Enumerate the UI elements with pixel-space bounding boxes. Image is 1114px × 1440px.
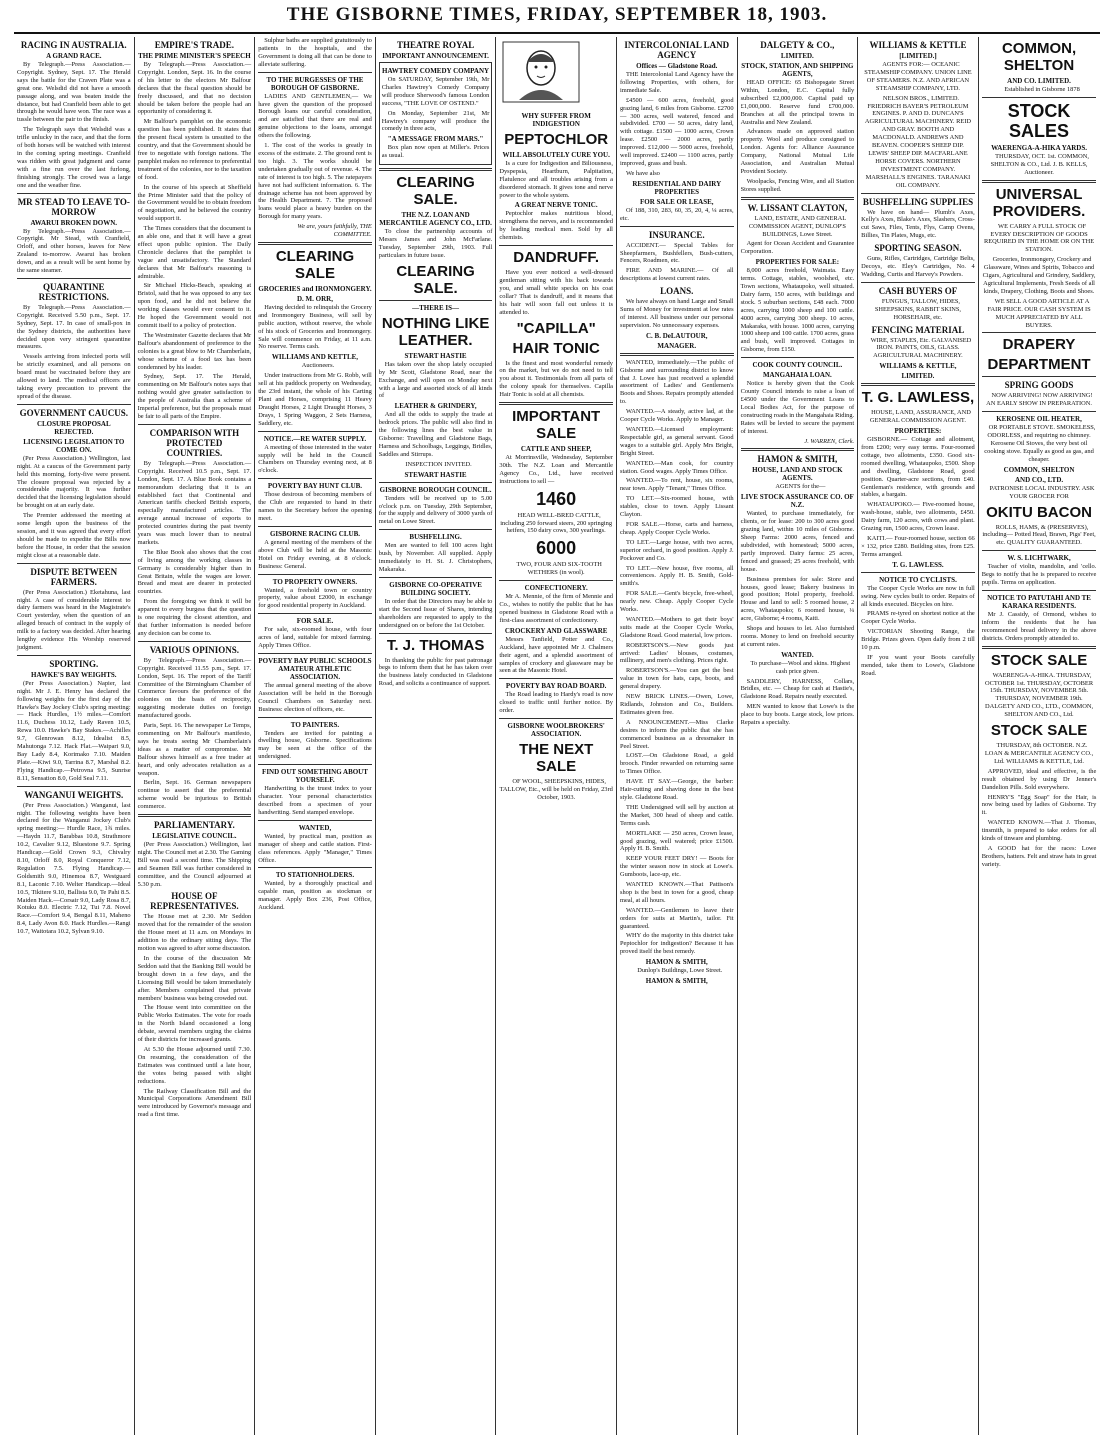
ad-clearing-sale-heading: CLEARING SALE: [275, 247, 355, 282]
subhead-hawkes-bay: HAWKE'S BAY WEIGHTS.: [31, 670, 117, 679]
ad-next-sale: THE NEXT SALE: [519, 741, 594, 776]
ad-nerve-tonic: A GREAT NERVE TONIC.: [514, 201, 598, 210]
ad-crockery: CROCKERY AND GLASSWARE: [504, 626, 608, 635]
headline-racing: RACING IN AUSTRALIA.: [20, 40, 127, 50]
letter-burgesses-body: LADIES AND GENTLEMEN,— We have given the question of the proposed Borough loans our careful consideration, and are satisfied that there are real and genuine objections to the loans, amongst others the following.: [258, 92, 372, 140]
article-empire-body: By Telegraph.—Press Association.—Copyright. London, Sept. 16. In the course of his letter to the electors Mr Balfour declares that the fiscal question should be freely discussed, and that no decision should be taken before the people had an opportunity of considering it.: [137, 61, 252, 116]
headline-various-opinions: VARIOUS OPINIONS.: [149, 644, 240, 655]
headline-government-caucus: GOVERNMENT CAUCUS.: [19, 407, 128, 418]
ad-groceries-sub: GROCERIES and IRONMONGERY.: [258, 284, 372, 293]
ad-intercolonial: INTERCOLONIAL LAND AGENCY: [624, 40, 730, 60]
heading-burgesses: TO THE BURGESSES OF THE BOROUGH OF GISBORNE.: [266, 75, 364, 92]
ad-dalgety: DALGETY & CO.,: [760, 40, 835, 50]
subhead-legislative-council: LEGISLATIVE COUNCIL.: [152, 832, 237, 841]
ad-stock-sales: STOCK SALES: [1007, 100, 1071, 141]
ad-leather-grindery: LEATHER & GRINDERY,: [394, 402, 477, 411]
notice-property-owners: TO PROPERTY OWNERS.: [272, 577, 358, 586]
ad-insurance: INSURANCE.: [648, 229, 705, 240]
ad-wk-2-limited: LIMITED.: [901, 372, 935, 381]
notice-building-society: GISBORNE CO-OPERATIVE BUILDING SOCIETY.: [389, 580, 482, 597]
column-1: RACING IN AUSTRALIA. A GRAND RACE. By Telegraph.—Press Association.—Copyright. Sydney, Sept. 17. The Herald says the battle for the Craven Plate was a great one. Welsdid did not have a smooth passage along, and was beaten inside the distance, but had Cranfield been able to get through he would have won. The race was a tussle between the pair to the finish. The Telegraph says that Welsdid was a trifle unlucky in the race, and that the form of both horses will be watched with interest in the coming spring meetings. Cranfield was ridden with great judgment and came with a fine run over the last furlong, finishing strongly. The crowd was a large one and the weather fine. MR STEAD TO LEAVE TO-MORROW AWARUI BROKEN DOWN. By Telegraph.—Press Association.—Copyright. Mr Stead, with Cranfield, Orloff, and other horses, leaves for New Zealand to-morrow. Awarui has broken down, and as a result will be sent home by the same steamer. QUARANTINE RESTRICTIONS. By Telegraph.—Press Association.—Copyright. Received 5.50 p.m., Sept. 17. Sydney, Sept. 17. In case of small-pox in the Sydney districts, the authorities have decided upon very stringent quarantine measures. Vessels arriving from infected ports will be strictly examined, and all persons on board must be vaccinated before they are allowed to land. The medical officers are taking every precaution to prevent the spread of the disease. GOVERNMENT CAUCUS. CLOSURE PROPOSAL REJECTED. LICENSING LEGISLATION TO COME ON. (Per Press Association.) Wellington, last night. At a caucus of the Government party held this morning, forty-five were present. The closure proposal was rejected by a considerable majority. It was further decided that the licensing legislation should be brought on at an early date. The Premier addressed the meeting at some length upon the business of the session, and it was agreed that every effort should be made to expedite the Bills now before the House, in order that the session might close at a reasonable date. DISPUTE BETWEEN FARMERS. (Per Press Association.) Eketahuna, last night. A case of considerable interest to dairy farmers was heard in the Magistrate's Court yesterday, when the question of an alleged breach of contract in the supply of milk to a factory was decided. After hearing lengthy evidence His Worship reserved judgment. SPORTING. HAWKE'S BAY WEIGHTS. (Per Press Association.) Napier, last night. Mr J. E. Henry has declared the following weights for the first day of the Hawke's Bay Jockey Club's spring meeting:— Hack Hurdles, 1½ miles.—Comfort 11.6, Duchess 10.12, Lady Raven 10.5, Rewa 10.0. Hawke's Bay Stakes.—Achilles 9.7, Glenrowan 8.12, Idealist 8.5, Mahutonga 7.12. Hack Flat.—Waipari 9.0, Bay Lady 8.4, Korimako 7.10. Maiden Plate.—Kiwi 9.0, Tarrina 8.7, Marshal 8.2. Flying Handicap.—Petrovna 9.5, Sunrise 8.11, Sensation 8.0, Gold Seal 7.11. WANGANUI WEIGHTS. (Per Press Association.) Wanganui, last night. The following weights have been declared for the Wanganui Jockey Club's spring meeting:— Hurdle Race, 1¾ miles.—Haydn 11.7, Barabbas 10.8, Strathmore 10.2, Cavalier 9.12, Bluestone 9.7. Spring Handicap.—Gold Crown 9.3, Chivalry 8.10, Orloff 8.0, Royal Conqueror 7.12, Regulation 7.5. Flying Handicap.—Goldsmith 9.0, Hinemoa 8.7, Westguard 8.1, Laconic 7.10. Welter Handicap.—Ideal 10.5, Tikitere 9.10, Ballista 9.0, Te Pahi 8.5. Maiden Hack.—Corsair 9.0, Lady Rosa 8.7, Kotuku 8.0. Electric 7.12, Tui 7.8. Novel Race.—Comfort 9.4, Bengal 8.11, Maheno 8.4, Lady Avon 8.0. Hack Hurdles.—Rangi 10.7, Waitotara 10.2, Sylvan 9.10.: [14, 37, 135, 1435]
ad-okitu-bacon: OKITU BACON: [986, 503, 1092, 521]
ad-dalgety-limited: LIMITED.: [780, 52, 814, 60]
ad-stock-sale-2: STOCK SALE: [990, 722, 1088, 740]
ad-capilla: "CAPILLA": [516, 319, 596, 337]
headline-wanganui: WANGANUI WEIGHTS.: [24, 789, 124, 800]
ad-hawtrey-body: On SATURDAY, September 19th, Mr Charles Hawtrey's Comedy Company will produce Sherwood's famous London success, "THE LOVE OF OSTEND.": [381, 76, 490, 107]
ad-bushfelling: BUSHFELLING.: [409, 533, 462, 542]
column-9: COMMON, SHELTON AND CO. LIMITED. Established in Gisborne 1878 STOCK SALES WAERENGA-A-HIKA YARDS. THURSDAY, OCT. 1st. COMMON, SHELTON & CO., Ltd. J. B. KELLS, Auctioneer. UNIVERSAL PROVIDERS. WE CARRY A FULL STOCK OF EVERY DESCRIPTION OF GOODS REQUIRED IN THE HOME OR ON THE STATION. Groceries, Ironmongery, Crockery and Glassware, Wines and Spirits, Tobacco and Cigars, Agricultural and Grindery, Saddlery, Agricultural Implements, Fresh Seeds of all kinds, Drapery, Clothing, Boots and Shoes. WE SELL A GOOD ARTICLE AT A FAIR PRICE. OUR CASH SYSTEM IS MUCH APPRECIATED BY ALL BUYERS. DRAPERY DEPARTMENT SPRING GOODS NOW ARRIVING! NOW ARRIVING! AN EARLY SHOW IN PREPARATION. KEROSENE OIL HEATER, OR PORTABLE STOVE. SMOKELESS, ODORLESS, and requiring no chimney. Kerosene Oil Stoves, the very best oil cooking stove. Equally as good as gas, and cheaper. COMMON, SHELTON AND CO., LTD. PATRONISE LOCAL INDUSTRY. ASK YOUR GROCER FOR OKITU BACON ROLLS, HAMS, & (PRESERVES), including— Potted Head, Brawn, Pigs' Feet, etc. QUALITY GUARANTEED. W. S. LICHTWARK, Teacher of violin, mandolin, and 'cello. Begs to notify that he is prepared to receive pupils. Terms on application. NOTICE TO PATUTAHI AND TE KARAKA RESIDENTS. Mr J. Cassidy, of Ormond, wishes to inform the residents that he has recommenced bread delivery in the above districts. Orders promptly attended to. STOCK SALE WAERENGA-A-HIKA. THURSDAY, OCTOBER 1st. THURSDAY, OCTOBER 15th. THURSDAY, NOVEMBER 5th. THURSDAY, NOVEMBER 19th. DALGETY AND CO., LTD., COMMON, SHELTON AND CO., Ltd. STOCK SALE THURSDAY, 8th OCTOBER. N.Z. LOAN & MERCANTILE AGENCY CO., Ltd. WILLIAMS & KETTLE, Ltd. APPROVED, ideal and effective, is the result obtained by using Dr Jenner's Dandelion Pills. Sold everywhere. HENRY'S "Egg Soap" for the Hair, is now being used by ladies of Gisborne. Try it. WANTED KNOWN.—That J. Thomas, tinsmith, is prepared to take orders for all kinds of tinware and plumbing. A GOOD hat for the races: Lowe Brothers, hatters. Felt and straw hats in great variety.: [981, 40, 1097, 868]
ad-dalgety-stock: STOCK, STATION, AND SHIPPING AGENTS,: [741, 62, 854, 78]
ad-hawtrey-company: HAWTREY COMEDY COMPANY: [382, 67, 490, 75]
ad-hair-tonic: HAIR TONIC: [512, 339, 600, 357]
ad-properties-for-sale: PROPERTIES FOR SALE:: [755, 258, 840, 267]
ad-wanted-col3: WANTED,: [298, 823, 332, 832]
masthead: THE GISBORNE TIMES, FRIDAY, SEPTEMBER 18, 1903.: [286, 4, 828, 25]
headline-sporting: SPORTING.: [49, 658, 99, 669]
notice-cook-county: COOK COUNTY COUNCIL.: [752, 361, 843, 370]
ad-stewart-hastie: STEWART HASTIE: [404, 351, 467, 360]
column-7: DALGETY & CO., LIMITED. STOCK, STATION, AND SHIPPING AGENTS, HEAD OFFICE: 65 Bishopsgate Street Within, London, E.C. Capital fully subscribed £2,000,000. Capital paid up £1,000,000. Reserve fund £700,000. Branches at all the principal towns in Australia and New Zealand. Advances made on approved station property. Wool and produce consigned to London. Agents for: Alliance Assurance Company, National Mutual Life Association, and Australian Mutual Provident Society. Woolpacks, Fencing Wire, and all Station Stores supplied. W. LISSANT CLAYTON, LAND, ESTATE, AND GENERAL COMMISSION AGENT, DUNLOP'S BUILDINGS, Lowe Street. Agent for Ocean Accident and Guarantee Corporation. PROPERTIES FOR SALE: 8,000 acres freehold, Waimata. Easy terms. Cottage, stables, woolshed, etc. Town sections, Whataupoko, well situated. Dairy farm, 150 acres, with buildings and stock. 5 suburban sections, £48 each. 7000 acres, carrying 1000 sheep and 100 cattle. 4000 acres, carrying 300 sheep. 10 acres, Makaraka, with house. 1000 acres, carrying 1000 sheep and 100 cattle. 1700 acres, grass and bush, well improved. Cottages in Gisborne, from £150. COOK COUNTY COUNCIL. MANGAHAIA LOAN. Notice is hereby given that the Cook County Council intends to raise a loan of £4500 under the Government Loans to Local Bodies Act, for the purpose of constructing roads in the Mangahaia Riding. Rates will be levied to secure the payment of interest. J. WARREN, Clerk. HAMON & SMITH, HOUSE, LAND AND STOCK AGENTS. AGENTS for the— LIVE STOCK ASSURANCE CO. OF N.Z. Wanted, to purchase immediately, for clients, or for lease: 200 to 300 acres good grazing land, within 10 miles of Gisborne. Sheep Farms: 2000 acres, fenced and subdivided, with homestead; 5000 acres, partly improved. Dairy farms: 25 acres, fenced and grassed; 25 acres freehold, with house. Business premises for sale: Store and houses, good lease; Bakery business in good position; Hotel property, freehold. House and land to sell: 5 roomed house, 2 acres, Whataupoko; 6 roomed house, ¼ acre, Gisborne; 4 rooms, Kaiti. Shops and houses to let. Also furnished rooms. Money to lend on freehold security at current rates. WANTED. To purchase—Wool and skins. Highest cash price given. SADDLERY, HARNESS, Collars, Bridles, etc. — Cheap for cash at Hastie's, Gladstone Road. Repairs neatly executed. MEN wanted to know that Lowe's is the place to buy boots. Large stock, low prices. Repairs a specialty.: [738, 37, 859, 1435]
headline-parliamentary: PARLIAMENTARY.: [154, 820, 235, 831]
ad-delautour: C. B. DeLAUTOUR,: [646, 331, 708, 340]
ad-hamon-smith-col6b: HAMON & SMITH,: [645, 977, 708, 986]
ad-common-shelton-co: AND CO. LIMITED.: [1007, 77, 1071, 85]
notice-woolbrokers: GISBORNE WOOLBROKERS' ASSOCIATION.: [507, 722, 605, 739]
ad-wanted-col7: WANTED.: [781, 650, 814, 659]
ad-properties: PROPERTIES:: [894, 427, 942, 436]
column-6: INTERCOLONIAL LAND AGENCY Offices — Gladstone Road. THE Intercolonial Land Agency have the following Properties, with others, for immediate Sale. £4500 — 600 acres, freehold, good grazing land, 6 miles from Gisborne. £2700 — 300 acres, well watered, fenced and subdivided. £700 — 50 acres, dairy land, with cottage. £1500 — 1000 acres, Crown lease. £2500 — 2000 acres, partly improved. £12,000 — 5000 acres, freehold, well improved. £2400 — 1100 acres, partly improved, grass and bush. We have also RESIDENTIAL AND DAIRY PROPERTIES FOR SALE OR LEASE, Of 188, 310, 283, 60, 35, 20, 4, ¼ acres, etc. INSURANCE. ACCIDENT.— Special Tables for Sheepfarmers, Bushfellers, Bush-cutters, Fencers, Roadmen, etc. FIRE AND MARINE.— Of all descriptions at lowest current rates. LOANS. We have always on hand Large and Small Sums of Money for investment at low rates of interest. All business under our personal supervision. No unnecessary expenses. C. B. DeLAUTOUR, MANAGER. WANTED, immediately.—The public of Gisborne and surrounding district to know that J. Lowe has just received a splendid assortment of Ladies' and Gentlemen's Boots and Shoes. Repairs promptly attended to. WANTED.—A steady, active lad, at the Cooper Cycle Works. Apply to Manager. WANTED.—Licensed employment: Respectable girl, as general servant. Good wages to a suitable girl. Apply Mrs Bright, Bright Street. WANTED.—Man cook, for country station. Good wages. Apply Times Office. WANTED.—To rent, house, six rooms, near town. Apply "Tenant," Times Office. TO LET.—Six-roomed house, with stables, close to town. Apply Lissant Clayton. FOR SALE.—Horse, carts and harness, cheap. Apply Cooper Cycle Works. TO LET.—Large house, with two acres, superior orchard, in good position. Apply J. Pockover and Co. TO LET.—New house, five rooms, all conveniences. Apply H. B. Smith, Gold-smith's. FOR SALE.—Gent's bicycle, free-wheel, nearly new. Cheap. Apply Cooper Cycle Works. WANTED.—Mothers to get their boys' suits made at the Cooper Cycle Works, Gladstone Road. Good material, low prices. ROBERTSON'S.—New goods just arrived: Ladies' blouses, costumes, millinery, and men's clothing. Prices right. ROBERTSON'S.—You can get the best value in town for hats, caps, boots, and general drapery. NEW BRICK LINES.—Owen, Lowe, Ridlands, Johnston and Co., Builders. Estimates given free. A NNOUNCEMENT.—Miss Clarke desires to inform the public that she has commenced business as a dressmaker in Peel Street. LOST.—On Gladstone Road, a gold brooch. Finder rewarded on returning same to Times Office. HAVE IT SAY.—George, the barber: Hair-cutting and shaving done in the best style. Gladstone Road. THE Undersigned will sell by auction at the Market, 300 head of sheep and cattle. Terms cash. MORTLAKE — 250 acres, Crown lease, good grazing, well watered; price £1500. Apply H. B. Smith. KEEP YOUR FEET DRY! — Boots for the winter season now in stock at Lowe's. Gumboots, lace-up, etc. WANTED KNOWN.—That Pattison's shop is the best in town for a good, cheap meal, at all hours. WANTED.—Gentlemen to leave their orders for suits at Martin's, tailor. Fit guaranteed. WHY do the majority in this district take Peptochlor for indigestion? Because it has proved itself the best remedy. HAMON & SMITH, Dunlop's Buildings, Lowe Street. HAMON & SMITH,: [617, 37, 738, 1435]
headline-dispute: DISPUTE BETWEEN FARMERS.: [30, 566, 118, 587]
ad-department: DEPARTMENT: [987, 356, 1091, 374]
ad-1460: 1460: [536, 488, 577, 509]
ad-spring-goods: SPRING GOODS: [1004, 380, 1074, 391]
notice-athletic-association: POVERTY BAY PUBLIC SCHOOLS AMATEUR ATHLETIC ASSOCIATION.: [258, 656, 372, 681]
ad-lawless-2: T. G. LAWLESS.: [892, 560, 944, 569]
ad-stationholders: TO STATIONHOLDERS.: [275, 871, 355, 880]
ad-intercolonial-body: THE Intercolonial Land Agency have the following Properties, with others, for immediate Sale.: [619, 71, 734, 94]
notice-road-board: POVERTY BAY ROAD BOARD.: [505, 682, 607, 691]
ad-fencing-material: FENCING MATERIAL: [871, 324, 965, 335]
ad-find-out: FIND OUT SOMETHING ABOUT YOURSELF.: [262, 768, 368, 785]
ad-theatre-royal: THEATRE ROYAL: [396, 40, 475, 50]
ad-hamon-smith: HAMON & SMITH,: [757, 454, 838, 465]
ad-cash-buyers: CASH BUYERS OF: [878, 285, 958, 296]
ad-important-sale: IMPORTANT SALE: [512, 408, 601, 443]
subhead-licensing: LICENSING LEGISLATION TO COME ON.: [23, 437, 125, 454]
article-racing-body: By Telegraph.—Press Association.—Copyright. Sydney, Sept. 17. The Herald says the battle for the Craven Plate was a great one. Welsdid did not have a smooth passage along, and was beaten inside the distance, but had Cranfield been able to get through he would have won. The race was a tussle between the pair to the finish.: [17, 61, 131, 124]
headline-mr-stead: MR STEAD TO LEAVE TO-MORROW: [17, 196, 130, 217]
notice-racing-club: GISBORNE RACING CLUB.: [269, 529, 360, 538]
subhead-grand-race: A GRAND RACE.: [46, 52, 102, 60]
column-4: THEATRE ROYAL IMPORTANT ANNOUNCEMENT. HAWTREY COMEDY COMPANY On SATURDAY, September 19th, Mr Charles Hawtrey's Comedy Company will produce Sherwood's famous London success, "THE LOVE OF OSTEND." On Monday, September 21st, Mr Hawtrey's company will produce the comedy in three acts, "A MESSAGE FROM MARS." Box plan now open at Miller's. Prices as usual. CLEARING SALE. THE N.Z. LOAN AND MERCANTILE AGENCY CO., LTD. To close the partnership accounts of Messrs James and John McFarlane. Tuesday, September 29th, 1903. Full particulars in future issue. CLEARING SALE. —THERE IS— NOTHING LIKE LEATHER. STEWART HASTIE Has taken over the shop lately occupied by Mr Scott, Gladstone Road, near the Exchange, and will open on Monday next with a large and assorted stock of all kinds of LEATHER & GRINDERY, And all the odds to supply the trade at bedrock prices. The public will also find in the following lines the best value in Gisborne: Travelling and Gladstone Bags, Harness and Schoolbags, Leggings, Bridles, Saddles and Stirrups. INSPECTION INVITED. STEWART HASTIE GISBORNE BOROUGH COUNCIL. Tenders will be received up to 5.00 o'clock p.m. on Tuesday, 29th September, for the supply and delivery of 3000 yards of metal on Lowe Street. BUSHFELLING. Men are wanted to fell 100 acres light bush, by November. All supplied. Apply immediately to H. St. J. Christophers, Makaraka. GISBORNE CO-OPERATIVE BUILDING SOCIETY. In order that the Directors may be able to start the Second Issue of Shares, intending shareholders are requested to apply to the undersigned on or before the 1st October. T. J. THOMAS In thanking the public for past patronage begs to inform them that he has taken over the business lately conducted in Gladstone Road, and solicits a continuance of support.: [376, 37, 497, 1435]
ad-for-sale: FOR SALE.: [296, 617, 334, 626]
ad-residential: RESIDENTIAL AND DAIRY PROPERTIES: [632, 179, 722, 196]
ad-common-shelton: COMMON, SHELTON: [1001, 40, 1077, 74]
column-3: Sulphur baths are supplied gratuitously to patients in the hospitals, and the Government is doing all that can be done to alleviate suffering. TO THE BURGESSES OF THE BOROUGH OF GISBORNE. LADIES AND GENTLEMEN,— We have given the question of the proposed Borough loans our careful consideration, and are satisfied that there are real and genuine objections to the loans, amongst others the following. 1. The cost of the works is greatly in excess of the estimate. 2. The ground rent is too high. 3. The works should be undertaken gradually out of revenue. 4. The rate of interest is too high. 5. The ratepayers have not had sufficient information. 6. The drainage scheme has not been approved by the Health Department. 7. The proposed loans would place a heavy burden on the Borough for many years. We are, yours faithfully, THE COMMITTEE. CLEARING SALE GROCERIES and IRONMONGERY. D. M. ORR, Having decided to relinquish the Grocery and Ironmongery Business, will sell by public auction, without reserve, the whole of his stock of Groceries and Ironmongery. Sale will commence on Friday, at 11 a.m. No reserve. Terms cash. WILLIAMS AND KETTLE, Auctioneers. Under instructions from Mr G. Robb, will sell at his paddock property on Wednesday, the 23rd instant, the whole of his Carting Plant and Horses, comprising 11 Heavy Draught Horses, 2 Light Draught Horses, 3 Drays, 1 Spring Waggon, 2 Sets Harness, Saddlery, etc. NOTICE.—RE WATER SUPPLY. A meeting of those interested in the water supply will be held in the Council Chambers on Thursday evening next, at 8 o'clock. POVERTY BAY HUNT CLUB. Those desirous of becoming members of the Club are requested to hand in their names to the Secretary before the opening meet. GISBORNE RACING CLUB. A general meeting of the members of the above Club will be held at the Masonic Hotel on Friday evening, at 8 o'clock. Business: General. TO PROPERTY OWNERS. Wanted, a freehold town or country property, value about £2000, in exchange for good residential property in Auckland. FOR SALE. For sale, six-roomed house, with four acres of land, suitable for mixed farming. Apply Times Office. POVERTY BAY PUBLIC SCHOOLS AMATEUR ATHLETIC ASSOCIATION. The annual general meeting of the above Association will be held in the Borough Council Chambers on Saturday next. Business: election of officers, etc. TO PAINTERS. Tenders are invited for painting a dwelling house, Gisborne. Specifications may be seen at the office of the undersigned. FIND OUT SOMETHING ABOUT YOURSELF. Handwriting is the truest index to your character. Your personal characteristics described from a specimen of your handwriting. Send stamped envelope. WANTED, Wanted, by practical man, position as manager of sheep and cattle station. First-class references. Apply "Manager," Times Office. TO STATIONHOLDERS. Wanted, by a thoroughly practical and capable man, position as stockman or manager. Apply Box 236, Post Office, Auckland.: [255, 37, 376, 1435]
notice-mangahaia-loan: MANGAHAIA LOAN.: [762, 371, 832, 380]
ad-common-shelton-2-co: AND CO., LTD.: [1014, 475, 1064, 484]
notice-cyclists: NOTICE TO CYCLISTS.: [879, 575, 957, 584]
notice-hunt-club: POVERTY BAY HUNT CLUB.: [267, 482, 363, 491]
ad-for-sale-lease: FOR SALE OR LEASE,: [640, 197, 714, 206]
notice-water-supply: NOTICE.—RE WATER SUPPLY.: [263, 434, 367, 443]
ad-lissant-clayton: W. LISSANT CLAYTON,: [747, 202, 848, 213]
ad-tj-thomas: T. J. THOMAS: [386, 636, 485, 654]
portrait-illustration: [499, 40, 583, 104]
ad-nothing-like-leather: NOTHING LIKE LEATHER.: [381, 314, 490, 349]
ad-wk-agents: AGENTS FOR:— OCEANIC STEAMSHIP COMPANY. UNION LINE OF STEAMERS. N.Z. AND AFRICAN STEAMSHIP COMPANY, LTD.: [864, 61, 972, 92]
notice-borough-council: GISBORNE BOROUGH COUNCIL.: [379, 485, 492, 494]
ad-nz-loan: THE N.Z. LOAN AND MERCANTILE AGENCY CO., LTD.: [379, 211, 492, 228]
ad-message-mars: "A MESSAGE FROM MARS.": [387, 135, 484, 144]
article-quarantine-body: By Telegraph.—Press Association.—Copyright. Received 5.50 p.m., Sept. 17. Sydney, Sept. 17. In case of small-pox in the Sydney districts, the authorities have decided upon very stringent quarantine measures.: [17, 303, 131, 351]
ad-universal-providers: UNIVERSAL PROVIDERS.: [992, 185, 1086, 220]
ad-wk-limited: [LIMITED.]: [899, 52, 937, 60]
ad-loans: LOANS.: [660, 286, 694, 297]
ad-indigestion: WHY SUFFER FROM INDIGESTION: [521, 111, 591, 128]
ad-there-is: —THERE IS—: [412, 303, 460, 312]
ad-peptochlor: PEPTOCHLOR: [504, 130, 609, 148]
ad-lichtwark: W. S. LICHTWARK,: [1007, 554, 1071, 563]
ad-kerosene-heater: KEROSENE OIL HEATER,: [996, 415, 1082, 424]
ad-cattle-sheep: CATTLE AND SHEEP,: [520, 445, 592, 454]
ad-bushfelling-supplies: BUSHFELLING SUPPLIES: [862, 196, 974, 207]
ad-orr-name: D. M. ORR,: [297, 294, 333, 303]
ad-delautour-manager: MANAGER.: [657, 341, 697, 350]
subhead-closure: CLOSURE PROPOSAL REJECTED.: [36, 419, 111, 436]
subhead-awarui: AWARUI BROKEN DOWN.: [30, 218, 118, 227]
notice-patutahi: NOTICE TO PATUTAHI AND TE KARAKA RESIDENTS.: [987, 594, 1091, 610]
masthead-rule: [14, 32, 1100, 34]
ad-theatre-announcement: IMPORTANT ANNOUNCEMENT.: [382, 52, 489, 60]
ad-stock-sale: STOCK SALE: [990, 651, 1088, 669]
ad-drapery: DRAPERY: [1002, 336, 1076, 354]
ad-sporting-season: SPORTING SEASON.: [874, 243, 962, 254]
ad-intercolonial-offices: Offices — Gladstone Road.: [636, 62, 718, 70]
column-2: EMPIRE'S TRADE. THE PRIME MINISTER'S SPEECH By Telegraph.—Press Association.—Copyright. London, Sept. 16. In the course of his letter to the electors Mr Balfour declares that the fiscal question should be freely discussed, and that no decision should be taken before the people had an opportunity of considering it. Mr Balfour's pamphlet on the economic question has been published. It states that the present fiscal system is unsuited to the country, and that the Government should be free to negotiate with foreign nations. The pamphlet makes no reference to preferential treatment of the colonies, nor to the taxation of food. In the course of his speech at Sheffield the Prime Minister said that the policy of the Government would be to obtain freedom of negotiation, and he believed the country would support it. The Times considers that the document is an able one, and that it will have a great effect upon public opinion. The Daily Chronicle declares that the pamphlet is vague and unsatisfactory. The Standard declares that Mr Balfour's reasoning is admirable. Sir Michael Hicks-Beach, speaking at Bristol, said that he was opposed to any tax upon food, and he did not believe the working classes would ever consent to it. He hoped the Government would not commit itself to a policy of protection. The Westminster Gazette declares that Mr Balfour's abandonment of preference to the colonies is a great blow to Mr Chamberlain, whose scheme of a food tax has been condemned by his leader. Sydney, Sept. 17. The Herald, commenting on Mr Balfour's notes says that nothing would give greater satisfaction to the people of Australia than a scheme of Imperial preference, but the proposals must be fair to all parts of the Empire. COMPARISON WITH PROTECTED COUNTRIES. By Telegraph.—Press Association.—Copyright. Received 10.5 p.m., Sept. 17. London, Sept. 17. A Blue Book contains a memorandum declaring that it is an established fact that Continental and American tariffs checked British exports, especially manufactured articles. The average annual increase of exports to protected countries during the past twenty years was much lower than to neutral markets. The Blue Book also shows that the cost of living among the working classes in Germany is considerably higher than in Great Britain, while the wages are lower. Bread and meat are dearer in protected countries. From the foregoing we think it will be apparent to every burgess that the question is one requiring the closest attention, and that further information is needed before any decision can be come to. VARIOUS OPINIONS. By Telegraph.—Press Association.—Copyright. Received 11.55 p.m., Sept. 17. London, Sept. 16. The report of the Tariff Committee of the Birmingham Chamber of Commerce favours the preference of the colonies on the basis of reciprocity, suggesting moderate duties on foreign manufactured goods. Paris, Sept. 16. The newspaper Le Temps, commenting on Mr Balfour's manifesto, says he treats seeing Mr Chamberlain's ideas as a matter of compromise. Mr Balfour shows himself as a free trader at heart, and only advocates retaliation as a weapon. Berlin, Sept. 16. German newspapers continue to assert that the preferential scheme would be injurious to British commerce. PARLIAMENTARY. LEGISLATIVE COUNCIL. (Per Press Association.) Wellington, last night. The Council met at 2.30. The Gaming Bill was read a second time. The Shipping and Seamen Bill was further considered in committee, and the Council adjourned at 5.30 p.m. HOUSE OF REPRESENTATIVES. The House met at 2.30. Mr Seddon moved that for the remainder of the session the House meet at 11 a.m. on Mondays in addition to the ordinary sitting days. The motion was agreed to after some discussion. In the course of the discussion Mr Seddon said that the Banking Bill would be brought down in a few days, and the Licensing Bill would be taken immediately after. Members complained that private members' business was being crowded out. The House went into committee on the Public Works Estimates. The vote for roads in the North Island occasioned a long debate, several members urging the claims of their districts for increased grants. At 5.30 the House adjourned until 7.30. On resuming, the consideration of the Estimates was continued until a late hour, the votes being passed with slight reductions. The Railway Classification Bill and the Municipal Corporations Amendment Bill were introduced by Governor's message and read a first time.: [135, 37, 256, 1435]
ad-williams-kettle: WILLIAMS & KETTLE: [869, 40, 967, 50]
headline-house: HOUSE OF REPRESENTATIVES.: [150, 891, 239, 912]
ad-peptochlor-sub: WILL ABSOLUTELY CURE YOU.: [502, 150, 610, 159]
ad-dandruff: DANDRUFF.: [513, 249, 600, 267]
subhead-prime-minister: THE PRIME MINISTER'S SPEECH: [138, 52, 251, 60]
column-8: WILLIAMS & KETTLE [LIMITED.] AGENTS FOR:— OCEANIC STEAMSHIP COMPANY. UNION LINE OF STEAMERS. N.Z. AND AFRICAN STEAMSHIP COMPANY, LTD. NELSON BROS., LIMITED. FRIEDRICH BAYER'S PETROLEUM ENGINES. P. AND D. DUNCAN'S AGRICULTURAL MACHINERY. REID AND GRAY. BOOTH AND MACDONALD. ANDREWS AND BEAVEN. COOPER'S SHEEP DIP. LEWIS' SHEEP DIP. MACFARLANE HORSE COVERS. NORTHERN INVESTMENT COMPANY. MARSHALL'S ENGINES. TARANAKI OIL COMPANY. BUSHFELLING SUPPLIES We have on hand— Plumb's Axes, Kelly's Axes, Blake's Axes, Slashers, Cross-cut Saws, Files, Tents, Flys, Camp Ovens, Billies, Tin Plates, Mugs, etc. SPORTING SEASON. Guns, Rifles, Cartridges, Cartridge Belts, Decoys, etc. Eley's Cartridges, No. 4 Wadding, Curtis and Harvey's Powders. CASH BUYERS OF FUNGUS, TALLOW, HIDES, SHEEPSKINS, RABBIT SKINS, HORSEHAIR, etc. FENCING MATERIAL WIRE, STAPLES, Etc. GALVANISED IRON. PAINTS, OILS, GLASS. AGRICULTURAL MACHINERY. WILLIAMS & KETTLE, LIMITED. T. G. LAWLESS, HOUSE, LAND, ASSURANCE, AND GENERAL COMMISSION AGENT. PROPERTIES: GISBORNE.— Cottage and allotment, from £200; very easy terms. Four-roomed cottage, two allotments, £350. Good six-roomed dwelling, Whataupoko, £500. Shop and dwelling, Gladstone Road, good position. Quarter-acre sections, from £40. Gentleman's residence, with grounds and stables, a bargain. WHATAUPOKO.— Five-roomed house, wash-house, stable, two allotments, £450. Dairy farm, 120 acres, with cows and plant. Grazing run, 1500 acres, Crown lease. KAITI.— Four-roomed house, section 66 × 132, price £280. Building sites, from £25. Terms arranged. T. G. LAWLESS. NOTICE TO CYCLISTS. The Cooper Cycle Works are now in full swing. New cycles built to order. Repairs of all kinds executed. Bicycles on hire. PRAMS re-tyred on shortest notice at the Cooper Cycle Works. VICTORIAN Shooting Range, the Bridge. Prizes given. Open daily from 2 till 10 p.m. IF you want your Boots carefully mended, take them to Lowe's, Gladstone Road.: [858, 37, 979, 1435]
ad-wk-2: WILLIAMS & KETTLE,: [879, 362, 957, 371]
column-5: WHY SUFFER FROM INDIGESTION PEPTOCHLOR WILL ABSOLUTELY CURE YOU. Is a cure for Indigestion and Biliousness, Dyspepsia, Heartburn, Palpitation, Flatulence and all troubles arising from a disordered stomach. It gives tone and nerve power to the whole system. A GREAT NERVE TONIC. Peptochlor makes nutritious blood, strengthens the nerves, and is recommended by leading medical men. Sold by all chemists. DANDRUFF. Have you ever noticed a well-dressed gentleman sitting with his back towards you, and small white specks on his coat collar? That is dandruff, and it means that his hair will soon fall out unless it is attended to. "CAPILLA" HAIR TONIC Is the finest and most wonderful remedy on the market, but we do not need to tell you about it. Testimonials from all parts of the colony speak for themselves. Capilla Hair Tonic is sold at all chemists. IMPORTANT SALE CATTLE AND SHEEP, At Morrinsville, Wednesday, September 30th. The N.Z. Loan and Mercantile Agency Co., Ltd., have received instructions to sell — 1460 HEAD WELL-BRED CATTLE, including 250 forward steers, 200 springing heifers, 150 dairy cows, 300 yearlings. 6000 TWO, FOUR AND SIX-TOOTH WETHERS (in wool). CONFECTIONERY. Mr A. Mennie, of the firm of Mennie and Co., wishes to notify the public that he has opened business in Gladstone Road with a first-class assortment of confectionery. CROCKERY AND GLASSWARE Messrs Tanfield, Potter and Co., Auckland, have appointed Mr J. Chalmers their agent, and a splendid assortment of samples of crockery and glassware may be seen at the Masonic Hotel. POVERTY BAY ROAD BOARD. The Road leading to Hardy's road is now closed to traffic until further notice. By order. GISBORNE WOOLBROKERS' ASSOCIATION. THE NEXT SALE OF WOOL, SHEEPSKINS, HIDES, TALLOW, Etc., will be held on Friday, 23rd October, 1903.: [496, 37, 617, 1435]
ad-hamon-smith-sub: HOUSE, LAND AND STOCK AGENTS.: [752, 466, 843, 483]
ad-lissant-sub: LAND, ESTATE, AND GENERAL COMMISSION AGENT, DUNLOP'S BUILDINGS, Lowe Street.: [748, 214, 847, 238]
ad-painters: TO PAINTERS.: [290, 720, 340, 729]
ad-common-shelton-2: COMMON, SHELTON: [1003, 465, 1075, 474]
ad-lawless: T. G. LAWLESS,: [861, 389, 975, 407]
ad-clearing-sale-col4: CLEARING SALE.: [396, 174, 475, 209]
ad-williams-kettle-auction: WILLIAMS AND KETTLE,: [271, 353, 359, 362]
ad-clearing-sale-col4b: CLEARING SALE.: [396, 262, 475, 297]
ad-6000: 6000: [536, 538, 577, 559]
ad-hamon-smith-col6: HAMON & SMITH,: [645, 958, 708, 967]
headline-empires-trade: EMPIRE'S TRADE.: [154, 40, 235, 50]
columns: [14, 37, 1100, 1435]
ad-established: Established in Gisborne 1878: [1004, 86, 1080, 93]
headline-comparison: COMPARISON WITH PROTECTED COUNTRIES.: [149, 427, 240, 458]
ad-live-stock: LIVE STOCK ASSURANCE CO. OF N.Z.: [740, 493, 854, 510]
ad-waerenga-yards: WAERENGA-A-HIKA YARDS.: [991, 143, 1088, 152]
ad-confectionery: CONFECTIONERY.: [524, 584, 588, 593]
ad-stewart-hastie-2: STEWART HASTIE: [404, 470, 467, 479]
ad-hawtrey-box: HAWTREY COMEDY COMPANY On SATURDAY, September 19th, Mr Charles Hawtrey's Comedy Company will produce Sherwood's famous London success, "THE LOVE OF OSTEND." On Monday, September 21st, Mr Hawtrey's company will produce the comedy in three acts, "A MESSAGE FROM MARS." Box plan now open at Miller's. Prices as usual.: [379, 62, 493, 165]
headline-quarantine: QUARANTINE RESTRICTIONS.: [38, 281, 109, 302]
